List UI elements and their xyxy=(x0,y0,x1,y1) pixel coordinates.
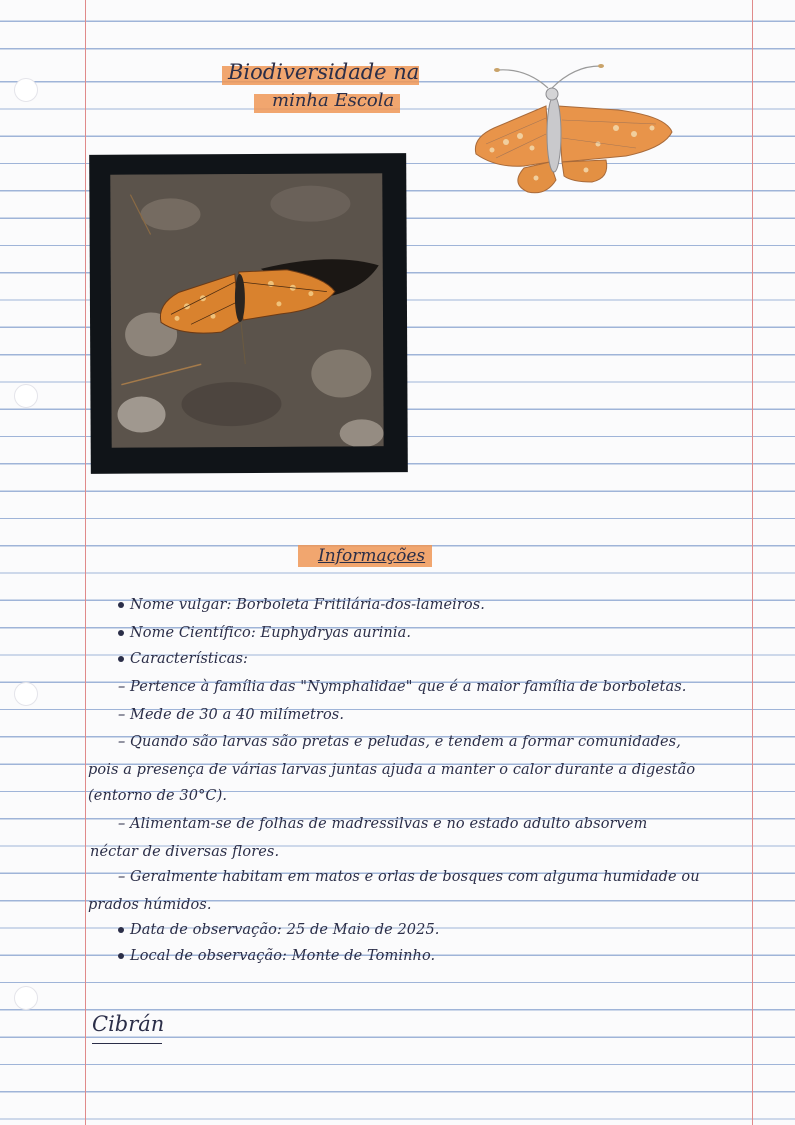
text-line xyxy=(90,843,279,861)
line-text: Nome vulgar: Borboleta Fritilária-dos-lameiros. xyxy=(130,597,486,613)
bullet-dot xyxy=(118,602,124,608)
bullet-item xyxy=(118,624,411,642)
text-line xyxy=(118,733,681,751)
bullet-item xyxy=(118,947,435,965)
signature: Cibrán xyxy=(92,1012,165,1036)
line-text: – Alimentam-se de folhas de madressilvas e no estado adulto absorvem xyxy=(118,816,648,832)
page-title-line-2: minha Escola xyxy=(272,90,395,111)
text-line xyxy=(118,706,344,724)
text-line xyxy=(118,815,647,833)
line-text: Nome Científico: Euphydryas aurinia. xyxy=(130,625,412,641)
text-line xyxy=(88,896,212,914)
bullet-item xyxy=(118,921,440,939)
line-text: Características: xyxy=(130,651,249,667)
line-text: néctar de diversas flores. xyxy=(90,844,280,860)
binder-hole xyxy=(14,78,38,102)
line-text: pois a presença de várias larvas juntas ajuda a manter o calor durante a digestão xyxy=(88,762,696,778)
photo-frame xyxy=(89,153,408,474)
bullet-dot xyxy=(118,927,124,933)
text-line xyxy=(118,868,700,886)
right-margin-line xyxy=(752,0,753,1125)
left-margin-line xyxy=(85,0,86,1125)
line-text: (entorno de 30°C). xyxy=(88,788,228,804)
text-line xyxy=(88,761,695,779)
line-text: prados húmidos. xyxy=(88,897,212,913)
informacoes-heading: Informações xyxy=(318,546,426,566)
butterfly-photo xyxy=(110,173,383,447)
photo-scene xyxy=(110,173,383,447)
line-text: – Pertence à família das "Nymphalidae" que é a maior família de borboletas. xyxy=(118,679,687,695)
bullet-dot xyxy=(118,656,124,662)
line-text: – Geralmente habitam em matos e orlas de bosques com alguma humidade ou xyxy=(118,869,700,885)
bullet-dot xyxy=(118,630,124,636)
text-line xyxy=(88,787,227,805)
binder-hole xyxy=(14,986,38,1010)
bullet-dot xyxy=(118,953,124,959)
binder-hole xyxy=(14,384,38,408)
butterfly-drawing xyxy=(466,58,678,200)
line-text: – Mede de 30 a 40 milímetros. xyxy=(118,707,345,723)
bullet-item xyxy=(118,596,485,614)
binder-hole xyxy=(14,682,38,706)
line-text: Data de observação: 25 de Maio de 2025. xyxy=(130,922,440,938)
page-title-line-1: Biodiversidade na xyxy=(228,60,420,84)
text-line xyxy=(118,678,686,696)
line-text: Local de observação: Monte de Tominho. xyxy=(130,948,436,964)
bullet-item xyxy=(118,650,248,668)
line-text: – Quando são larvas são pretas e peludas, e tendem a formar comunidades, xyxy=(118,734,681,750)
signature-underline xyxy=(92,1043,162,1044)
